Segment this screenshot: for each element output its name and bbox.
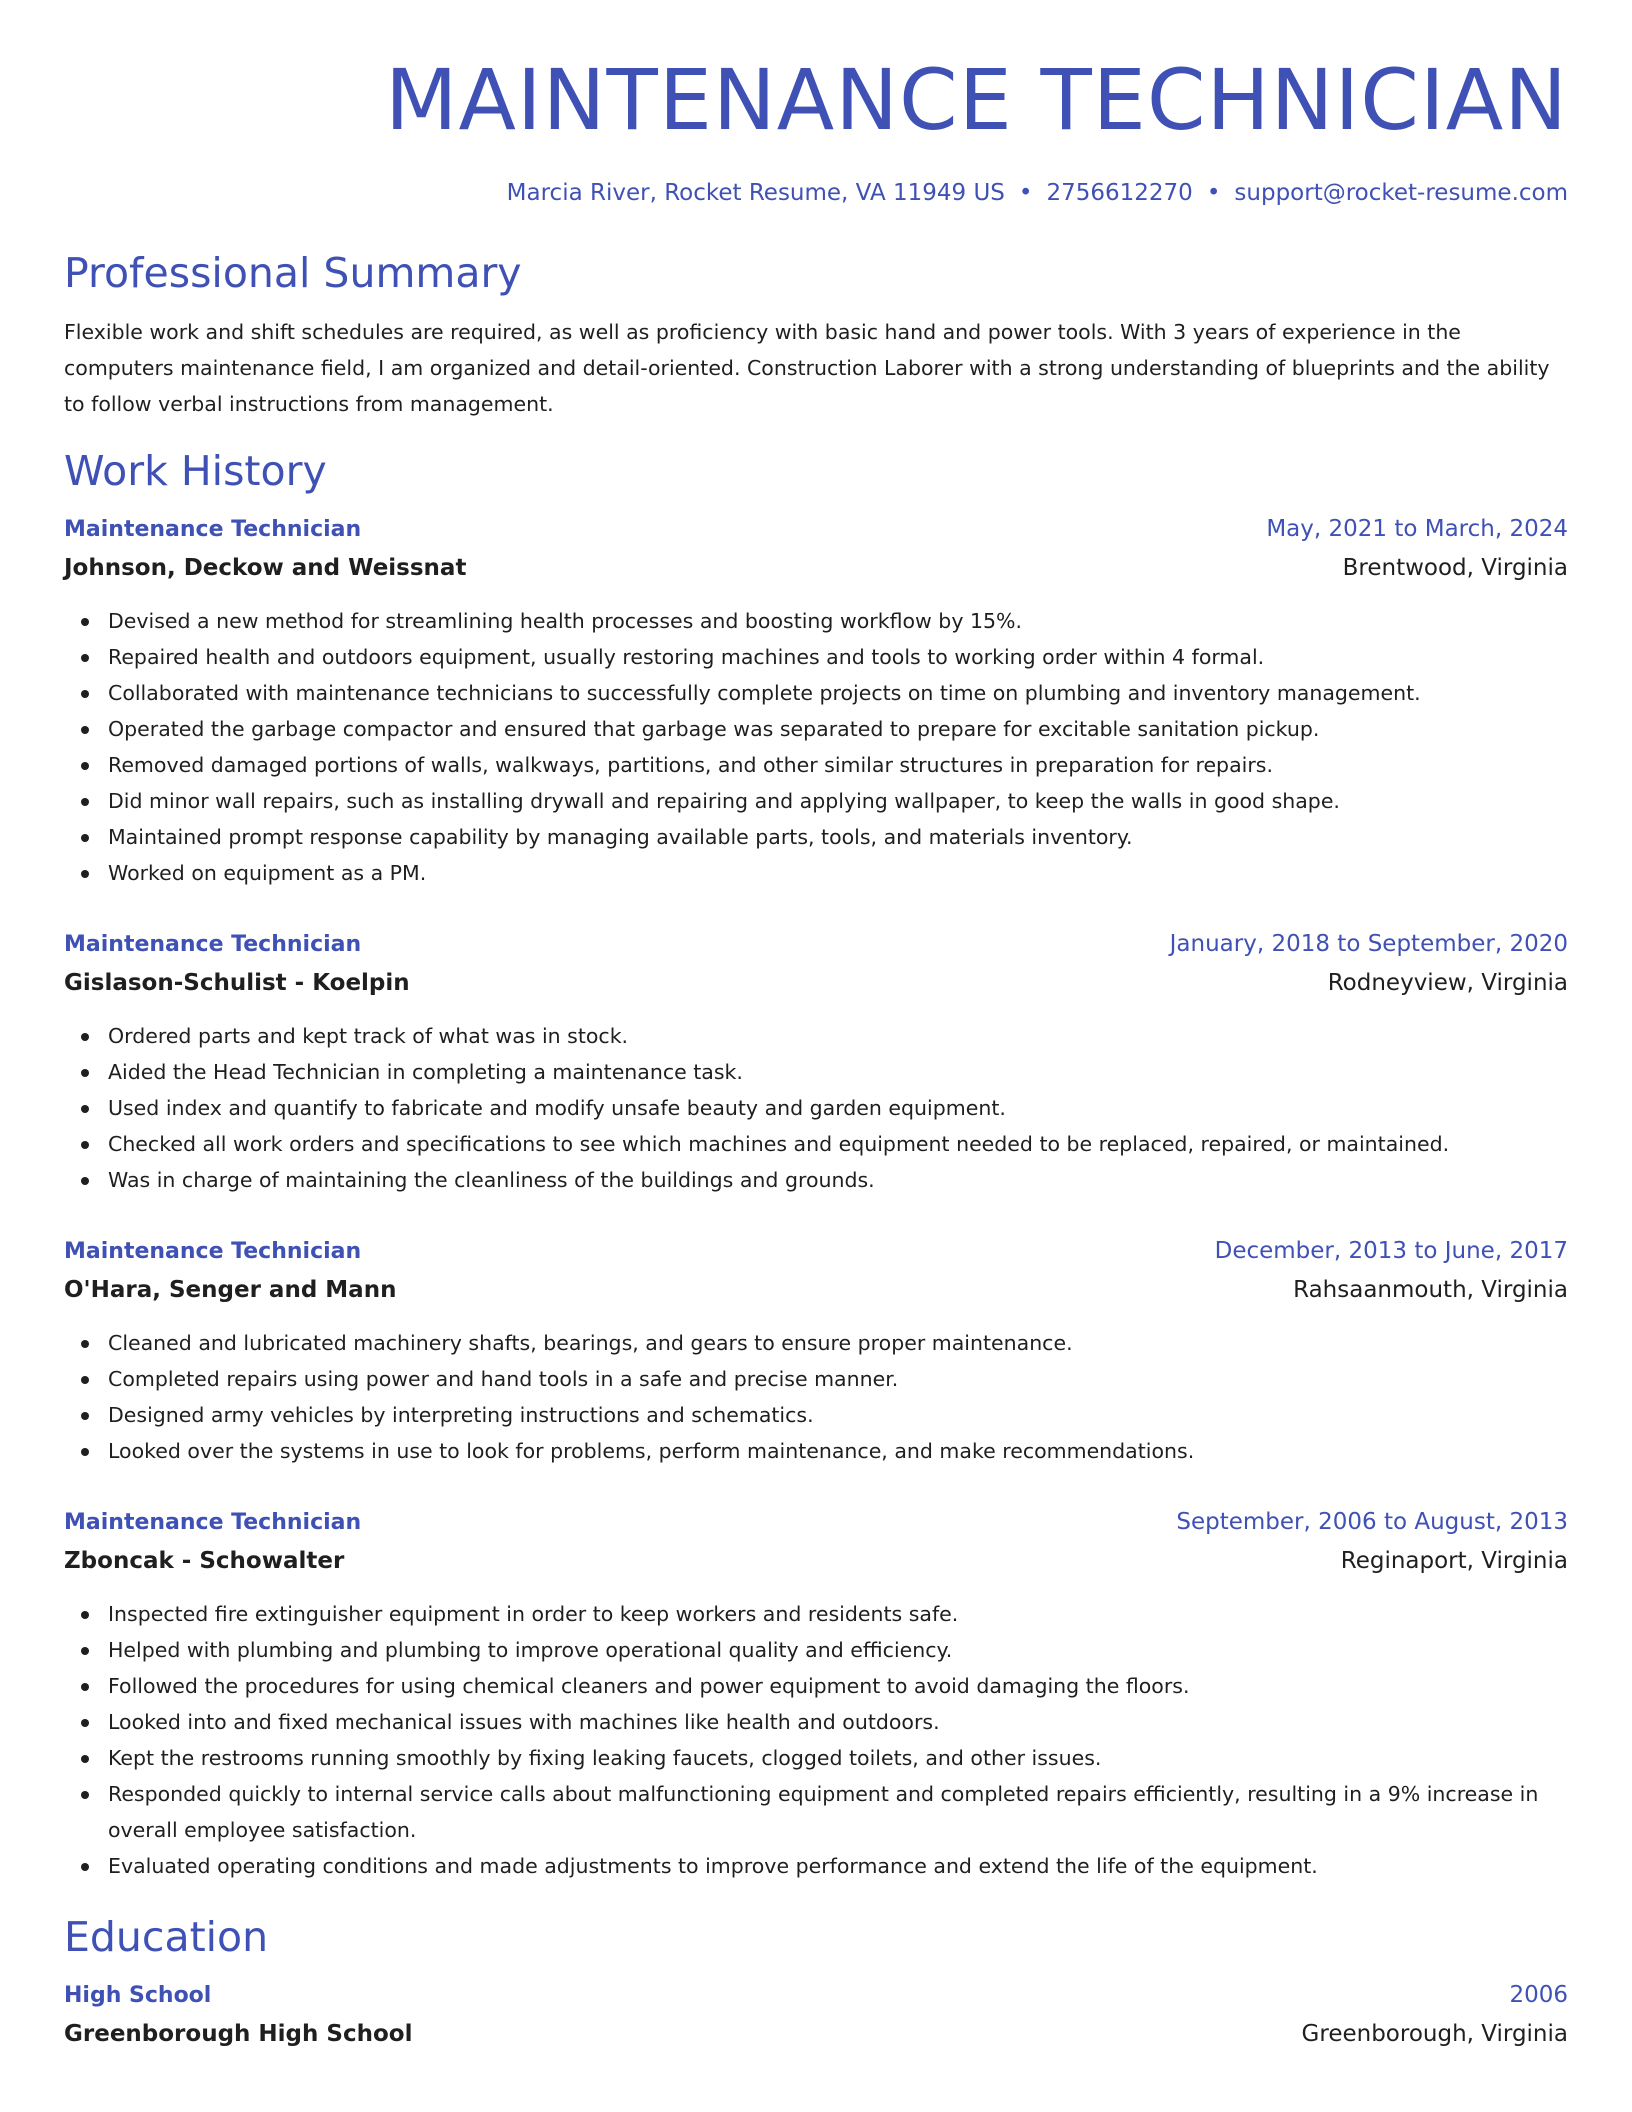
job-bullet: Looked over the systems in use to look for problems, perform maintenance, and make recommendations. [108,1433,1568,1469]
contact-address: Marcia River, Rocket Resume, VA 11949 US [506,180,1005,206]
job-bullet: Worked on equipment as a PM. [108,855,1568,891]
job-entry [64,925,1568,1198]
job-bullet: Repaired health and outdoors equipment, usually restoring machines and tools to working order within 4 formal. [108,639,1568,675]
job-bullet: Aided the Head Technician in completing a maintenance task. [108,1054,1568,1090]
job-bullet: Inspected fire extinguisher equipment in order to keep workers and residents safe. [108,1596,1568,1632]
contact-phone: 2756612270 [1046,180,1193,206]
job-bullet: Designed army vehicles by interpreting instructions and schematics. [108,1397,1568,1433]
job-bullet: Looked into and fixed mechanical issues with machines like health and outdoors. [108,1704,1568,1740]
summary-text: Flexible work and shift schedules are required, as well as proficiency with basic hand and power tools. With 3 years of experience in the computers maintenance field, I am organized and detail-oriented. Construction Laborer with a strong understanding of blueprints and the ability to follow verbal instructions from management. [64,320,1550,416]
job-role: Maintenance Technician [64,1239,362,1264]
resume-name-title: MAINTENANCE TECHNICIAN [384,51,1568,149]
job-bullet-list [64,1596,1568,1884]
job-bullet: Used index and quantify to fabricate and modify unsafe beauty and garden equipment. [108,1090,1568,1126]
job-entry [64,1503,1568,1884]
education-degree: High School [64,1983,212,2008]
job-bullet: Was in charge of maintaining the cleanliness of the buildings and grounds. [108,1162,1568,1198]
education-entry [64,1976,1568,2053]
job-bullet: Cleaned and lubricated machinery shafts, bearings, and gears to ensure proper maintenance. [108,1325,1568,1361]
education-school: Greenborough High School [64,2021,413,2047]
job-bullet: Did minor wall repairs, such as installing drywall and repairing and applying wallpaper, to keep the walls in good shape. [108,783,1568,819]
contact-separator: • [1206,180,1221,206]
job-bullet-list [64,1325,1568,1469]
job-company: Gislason-Schulist - Koelpin [64,970,410,996]
work-history-list [64,510,1568,1884]
education-location: Greenborough, Virginia [1301,2021,1568,2047]
job-company: Johnson, Deckow and Weissnat [64,555,467,581]
job-role: Maintenance Technician [64,1510,362,1535]
job-dates: January, 2018 to September, 2020 [1169,931,1568,957]
summary-heading: Professional Summary [64,249,522,297]
job-bullet: Completed repairs using power and hand tools in a safe and precise manner. [108,1361,1568,1397]
resume-page [64,0,1568,2053]
contact-email: support@rocket-resume.com [1234,180,1568,206]
job-role: Maintenance Technician [64,932,362,957]
job-bullet: Ordered parts and kept track of what was in stock. [108,1018,1568,1054]
job-location: Rodneyview, Virginia [1327,970,1568,996]
job-bullet: Kept the restrooms running smoothly by fixing leaking faucets, clogged toilets, and other issues. [108,1740,1568,1776]
job-location: Brentwood, Virginia [1342,555,1568,581]
job-bullet: Devised a new method for streamlining health processes and boosting workflow by 15%. [108,603,1568,639]
education-year: 2006 [1509,1982,1568,2008]
job-role: Maintenance Technician [64,517,362,542]
job-bullet: Removed damaged portions of walls, walkways, partitions, and other similar structures in preparation for repairs. [108,747,1568,783]
job-location: Reginaport, Virginia [1340,1548,1568,1574]
job-bullet-list [64,1018,1568,1198]
job-bullet: Collaborated with maintenance technicians to successfully complete projects on time on plumbing and inventory management. [108,675,1568,711]
job-location: Rahsaanmouth, Virginia [1293,1277,1568,1303]
job-bullet: Responded quickly to internal service calls about malfunctioning equipment and completed repairs efficiently, resulting in a 9% increase in overall employee satisfaction. [108,1776,1568,1848]
job-dates: May, 2021 to March, 2024 [1266,516,1568,542]
job-bullet: Followed the procedures for using chemical cleaners and power equipment to avoid damaging the floors. [108,1668,1568,1704]
job-entry [64,1232,1568,1469]
job-dates: December, 2013 to June, 2017 [1214,1238,1568,1264]
contact-separator: • [1018,180,1033,206]
job-entry [64,510,1568,891]
job-bullet: Helped with plumbing and plumbing to improve operational quality and efficiency. [108,1632,1568,1668]
job-bullet: Operated the garbage compactor and ensured that garbage was separated to prepare for excitable sanitation pickup. [108,711,1568,747]
contact-line [64,178,1568,208]
job-bullet: Checked all work orders and specifications to see which machines and equipment needed to be replaced, repaired, or maintained. [108,1126,1568,1162]
job-dates: September, 2006 to August, 2013 [1176,1509,1568,1535]
job-bullet-list [64,603,1568,891]
job-bullet: Evaluated operating conditions and made adjustments to improve performance and extend the life of the equipment. [108,1848,1568,1884]
job-bullet: Maintained prompt response capability by managing available parts, tools, and materials inventory. [108,819,1568,855]
education-heading: Education [64,1913,269,1961]
job-company: Zboncak - Schowalter [64,1548,345,1574]
job-company: O'Hara, Senger and Mann [64,1277,397,1303]
work-history-heading: Work History [64,447,327,495]
